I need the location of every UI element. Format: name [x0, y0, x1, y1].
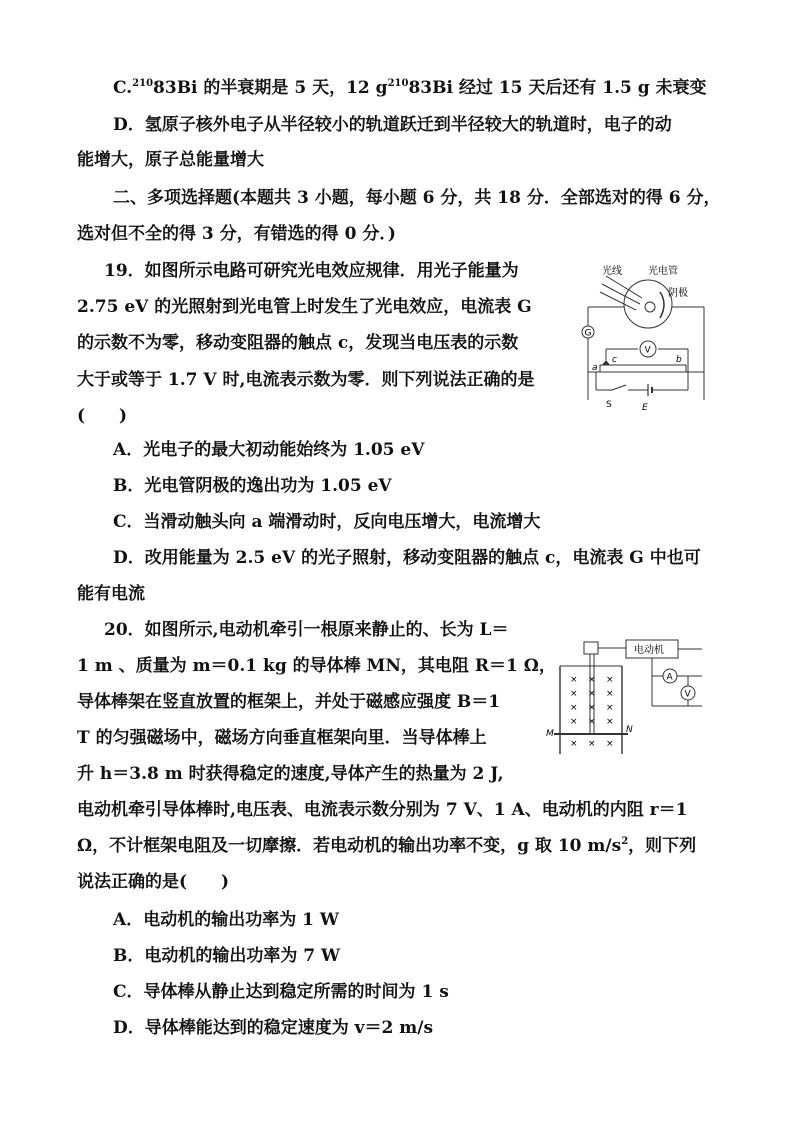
phototube-cathode: [660, 292, 664, 318]
rheostat-slider: [602, 360, 610, 365]
section2-heading-line1: 二、多项选择题(本题共 3 小题，每小题 6 分，共 18 分．全部选对的得 6 分，: [113, 188, 721, 208]
q19-option-d-cont: 能有电流: [77, 584, 145, 604]
light-ray-1: [606, 276, 642, 298]
label-m: M: [546, 729, 554, 739]
q20-option-a: A．电动机的输出功率为 1 W: [113, 910, 339, 930]
q20-stem-line1: 20．如图所示,电动机牵引一根原来静止的、长为 L＝: [104, 620, 509, 640]
q19-stem-line2: 2.75 eV 的光照射到光电管上时发生了光电效应，电流表 G: [77, 297, 532, 317]
q19-option-c: C．当滑动触头向 a 端滑动时，反向电压增大，电流增大: [113, 512, 541, 532]
q19-circuit-figure: [576, 262, 716, 418]
q19-stem-line4: 大于或等于 1.7 V 时,电流表示数为零．则下列说法正确的是: [77, 370, 535, 390]
q18-c-sup2: 210: [387, 78, 409, 89]
switch-blade: [612, 385, 626, 390]
q20-line7-rest: ，则下列: [628, 836, 697, 856]
field-cross: ×: [588, 675, 596, 685]
field-cross: ×: [570, 675, 578, 685]
q20-option-b: B．电动机的输出功率为 7 W: [113, 946, 341, 966]
q19-circuit-svg: [576, 262, 716, 414]
field-cross: ×: [606, 675, 614, 685]
q20-stem-line6: 电动机牵引导体棒时,电压表、电流表示数分别为 7 V、1 A、电动机的内阻 r＝1: [77, 800, 688, 820]
label-voltmeter-20: V: [684, 689, 691, 700]
q20-stem-line3: 导体棒架在竖直放置的框架上，并处于磁感应强度 B＝1: [77, 692, 501, 712]
light-ray-2: [602, 284, 640, 304]
label-cathode: 阴极: [668, 288, 688, 299]
field-cross: ×: [570, 703, 578, 713]
label-a: a: [592, 363, 598, 373]
q18-option-d-line1: D．氢原子核外电子从半径较小的轨道跃迁到半径较大的轨道时，电子的动: [113, 115, 672, 135]
label-switch: S: [606, 400, 612, 410]
q20-line7-text: Ω，不计框架电阻及一切摩擦．若电动机的输出功率不变，g 取 10 m/s: [77, 836, 622, 856]
label-n: N: [626, 725, 633, 735]
q20-option-d: D．导体棒能达到的稳定速度为 v＝2 m/s: [113, 1018, 434, 1038]
q19-stem-line5: ( ): [77, 406, 128, 426]
label-voltmeter: V: [644, 345, 651, 356]
q18-c-rest: 83Bi 经过 15 天后还有 1.5 g 未衰变: [408, 78, 707, 98]
field-cross: ×: [606, 689, 614, 699]
q18-c-prefix: C.: [113, 78, 133, 98]
q20-stem-line8: 说法正确的是( ): [77, 872, 230, 892]
label-ammeter: A: [666, 672, 673, 683]
q19-stem-line1: 19．如图所示电路可研究光电效应规律．用光子能量为: [104, 261, 519, 281]
label-motor: 电动机: [634, 645, 664, 656]
q20-stem-line4: T 的匀强磁场中，磁场方向垂直框架向里．当导体棒上: [77, 728, 487, 748]
section2-heading-line2: 选对但不全的得 3 分，有错选的得 0 分．): [77, 224, 396, 244]
field-cross: ×: [606, 717, 614, 727]
q20-option-c: C．导体棒从静止达到稳定所需的时间为 1 s: [113, 982, 449, 1002]
label-phototube: 光电管: [648, 266, 678, 277]
label-light: 光线: [602, 266, 622, 277]
q18-option-d-line2: 能增大，原子总能量增大: [77, 150, 264, 170]
q19-option-a: A．光电子的最大初动能始终为 1.05 eV: [113, 440, 425, 460]
label-c: c: [612, 355, 617, 365]
magnetic-field-crosses: [570, 675, 614, 749]
q18-c-sup1: 210: [132, 78, 154, 89]
q18-option-c: [113, 76, 707, 100]
field-cross: ×: [588, 717, 596, 727]
field-cross: ×: [606, 739, 614, 749]
field-cross: ×: [588, 739, 596, 749]
q18-c-mid: 83Bi 的半衰期是 5 天，12 g: [153, 78, 388, 98]
q19-option-b: B．光电管阴极的逸出功为 1.05 eV: [113, 476, 392, 496]
field-cross: ×: [570, 739, 578, 749]
q20-stem-line7: [77, 834, 696, 858]
field-cross: ×: [606, 703, 614, 713]
pulley: [584, 642, 598, 654]
phototube-outline: [624, 280, 672, 328]
q19-stem-line3: 的示数不为零，移动变阻器的触点 c，发现当电压表的示数: [77, 333, 519, 353]
field-cross: ×: [570, 717, 578, 727]
label-emf: E: [642, 403, 648, 413]
q20-motor-svg: [540, 636, 710, 760]
label-galvanometer: G: [584, 328, 592, 339]
q20-line7-sup: 2: [621, 836, 629, 847]
label-b: b: [676, 355, 682, 365]
rheostat: [600, 365, 686, 372]
field-cross: ×: [570, 689, 578, 699]
field-cross: ×: [588, 703, 596, 713]
q19-option-d: D．改用能量为 2.5 eV 的光子照射，移动变阻器的触点 c，电流表 G 中也可: [113, 548, 701, 568]
q20-motor-figure: [540, 636, 710, 764]
field-cross: ×: [588, 689, 596, 699]
q20-stem-line5: 升 h＝3.8 m 时获得稳定的速度,导体产生的热量为 2 J,: [77, 764, 504, 784]
q20-stem-line2: 1 m 、质量为 m＝0.1 kg 的导体棒 MN，其电阻 R＝1 Ω，: [77, 656, 556, 676]
phototube-anode: [645, 302, 655, 312]
